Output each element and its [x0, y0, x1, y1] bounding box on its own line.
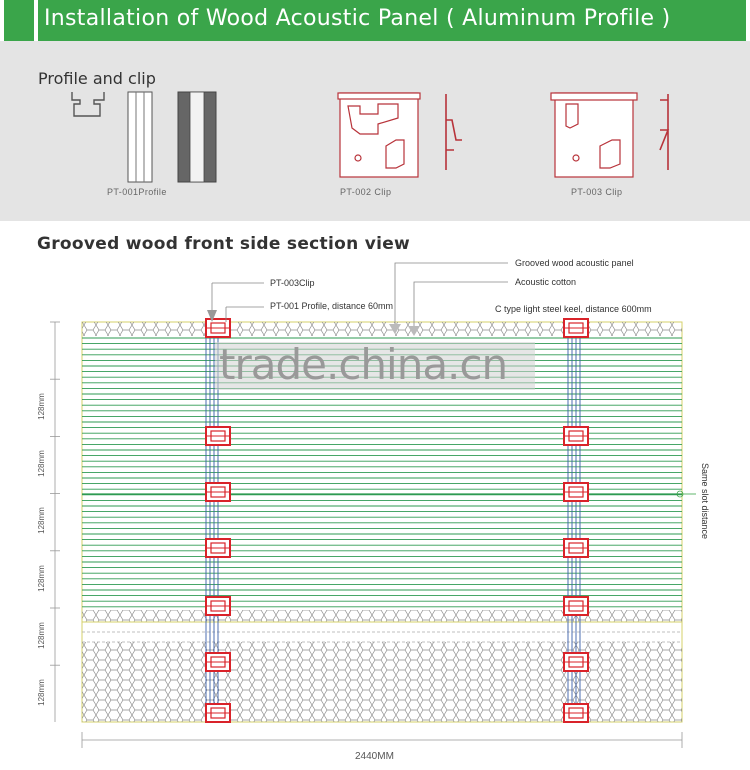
callout-cotton: Acoustic cotton — [515, 277, 577, 287]
clip-mark — [206, 483, 230, 501]
pt001-code: PT-001 — [107, 187, 139, 197]
clip-mark — [564, 539, 588, 557]
callout-pt003-clip: PT-003Clip — [270, 278, 315, 288]
row-dimension-label: 128mm — [36, 679, 46, 706]
section-view-title: Grooved wood front side section view — [37, 234, 411, 254]
row-dimension-label: 128mm — [36, 507, 46, 534]
clip-mark — [564, 704, 588, 722]
pt003-code: PT-003 — [571, 187, 603, 197]
clip-mark — [206, 597, 230, 615]
watermark-text: trade.china.cn — [219, 340, 508, 389]
callout-leaders — [212, 263, 508, 328]
pt002-code: PT-002 — [340, 187, 372, 197]
pt002-name: Clip — [374, 187, 392, 197]
row-dimension-label: 128mm — [36, 622, 46, 649]
callout-keel: C type light steel keel, distance 600mm — [495, 304, 652, 314]
row-dimension-label: 128mm — [36, 450, 46, 477]
pt001-name: Profile — [138, 187, 167, 197]
clip-mark — [206, 653, 230, 671]
bottom-cotton-block — [82, 642, 682, 722]
clip-mark — [206, 704, 230, 722]
clip-mark — [206, 427, 230, 445]
row-dimension-label: 128mm — [36, 565, 46, 592]
left-dimension-line — [50, 322, 60, 722]
callout-pt001-profile: PT-001 Profile, distance 60mm — [270, 301, 394, 311]
clip-mark — [564, 653, 588, 671]
page-title: Installation of Wood Acoustic Panel ( Aluminum Profile ) — [44, 6, 671, 31]
mid-cotton-strip — [82, 610, 682, 622]
clip-mark — [206, 539, 230, 557]
clip-mark — [564, 427, 588, 445]
profile-clip-heading: Profile and clip — [38, 69, 156, 88]
same-slot-distance-label: Same slot distance — [700, 462, 710, 540]
clip-mark — [564, 483, 588, 501]
row-dimension-label: 128mm — [36, 393, 46, 420]
clip-mark — [564, 319, 588, 337]
callout-panel: Grooved wood acoustic panel — [515, 258, 634, 268]
clip-mark — [564, 597, 588, 615]
watermark — [215, 342, 535, 390]
pt003-name: Clip — [605, 187, 623, 197]
width-label: 2440MM — [355, 751, 394, 762]
top-cotton-strip — [82, 322, 682, 336]
